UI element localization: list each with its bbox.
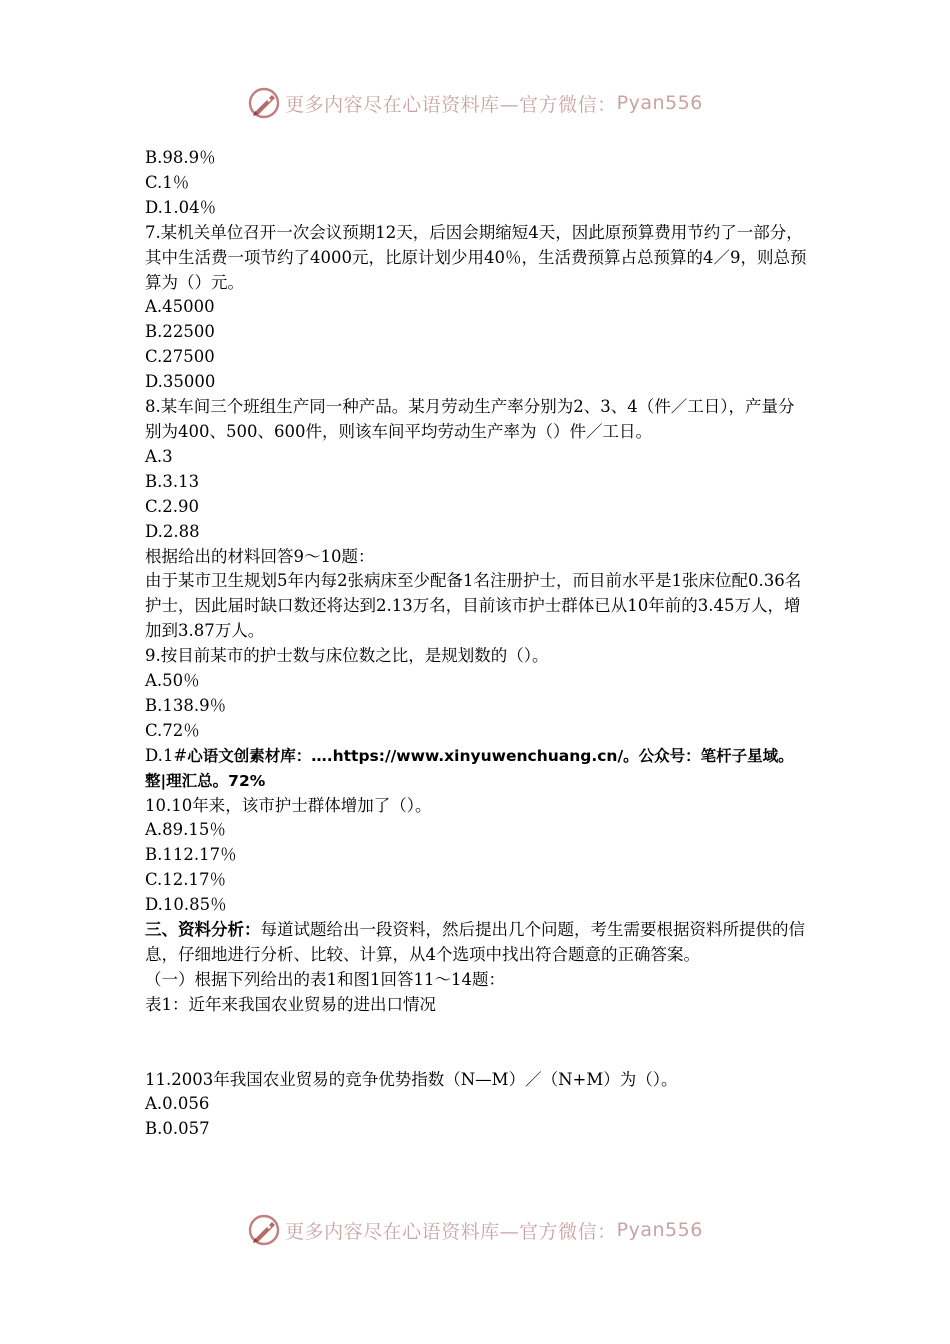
pen-logo-icon (247, 86, 281, 120)
text-line: B.0.057 (145, 1119, 210, 1139)
question-9: 9.按目前某市的护士数与床位数之比，是规划数的（）。 (145, 646, 549, 666)
option-prefix: D.1# (145, 745, 188, 765)
text-line: D.10.85％ (145, 895, 227, 915)
section-text: 每道试题给出一段资料，然后提出几个问题，考生需要根据资料所提供的信息，仔细地进行分析、比较、计算，从4个选项中找出符合题意的正确答案。 (145, 920, 805, 964)
table-caption: 表1：近年来我国农业贸易的进出口情况 (145, 994, 436, 1014)
text-line: B.98.9％ (145, 148, 216, 167)
missing-table-space (145, 1018, 810, 1068)
text-line: C.1％ (145, 172, 190, 192)
text-line: C.2.90 (145, 496, 200, 516)
text-line: D.1.04％ (145, 197, 217, 217)
header-brand (0, 83, 950, 123)
text-line: D.35000 (145, 372, 216, 392)
footer-brand (0, 1210, 950, 1250)
question-11: 11.2003年我国农业贸易的竞争优势指数（N—M）／（N+M）为（）。 (145, 1069, 678, 1089)
text-line: A.3 (145, 446, 173, 466)
watermark-line (145, 744, 810, 794)
text-line: B.22500 (145, 322, 215, 342)
watermark-text: 心语文创素材库：….https://www.xinyuwenchuang.cn/。公众号：笔杆子星域。整|理汇总。72% (145, 746, 794, 790)
material-intro: 根据给出的材料回答9～10题： (145, 546, 375, 566)
question-8: 8.某车间三个班组生产同一种产品。某月劳动生产率分别为2、3、4（件／工日），产量分别为400、500、600件，则该车间平均劳动生产率为（）件／工日。 (145, 397, 795, 441)
text-line: A.89.15％ (145, 820, 226, 840)
text-line: C.72％ (145, 720, 200, 740)
section-3 (145, 918, 810, 968)
text-line: C.12.17％ (145, 870, 227, 890)
text-line: D.2.88 (145, 521, 200, 541)
question-7: 7.某机关单位召开一次会议预期12天，后因会期缩短4天，因此原预算费用节约了一部分，其中生活费一项节约了4000元，比原计划少用40％，生活费预算占总预算的4／9，则总预算为（）元。 (145, 222, 807, 292)
brand-wechat-id: Pyan556 (616, 92, 703, 114)
section-heading: 三、资料分析： (145, 920, 261, 940)
document-body (145, 146, 810, 1142)
text-line: （一）根据下列给出的表1和图1回答11～14题： (145, 969, 505, 989)
brand-wechat-id: Pyan556 (616, 1219, 703, 1241)
question-10: 10.10年来，该市护士群体增加了（）。 (145, 795, 432, 815)
text-line: A.0.056 (145, 1094, 210, 1114)
pen-logo-icon (247, 1213, 281, 1247)
text-line: B.3.13 (145, 471, 200, 491)
text-line: B.112.17％ (145, 845, 237, 865)
text-line: B.138.9％ (145, 695, 227, 715)
text-line: C.27500 (145, 347, 215, 367)
text-line: A.50％ (145, 671, 200, 691)
brand-text: 更多内容尽在心语资料库—官方微信： (285, 1220, 617, 1243)
text-line: A.45000 (145, 297, 215, 317)
brand-text: 更多内容尽在心语资料库—官方微信： (285, 93, 617, 116)
material-text: 由于某市卫生规划5年内每2张病床至少配备1名注册护士，而目前水平是1张床位配0.36名护士，因此届时缺口数还将达到2.13万名，目前该市护士群体已从10年前的3.45万人，增加到3.87万人。 (145, 571, 802, 641)
